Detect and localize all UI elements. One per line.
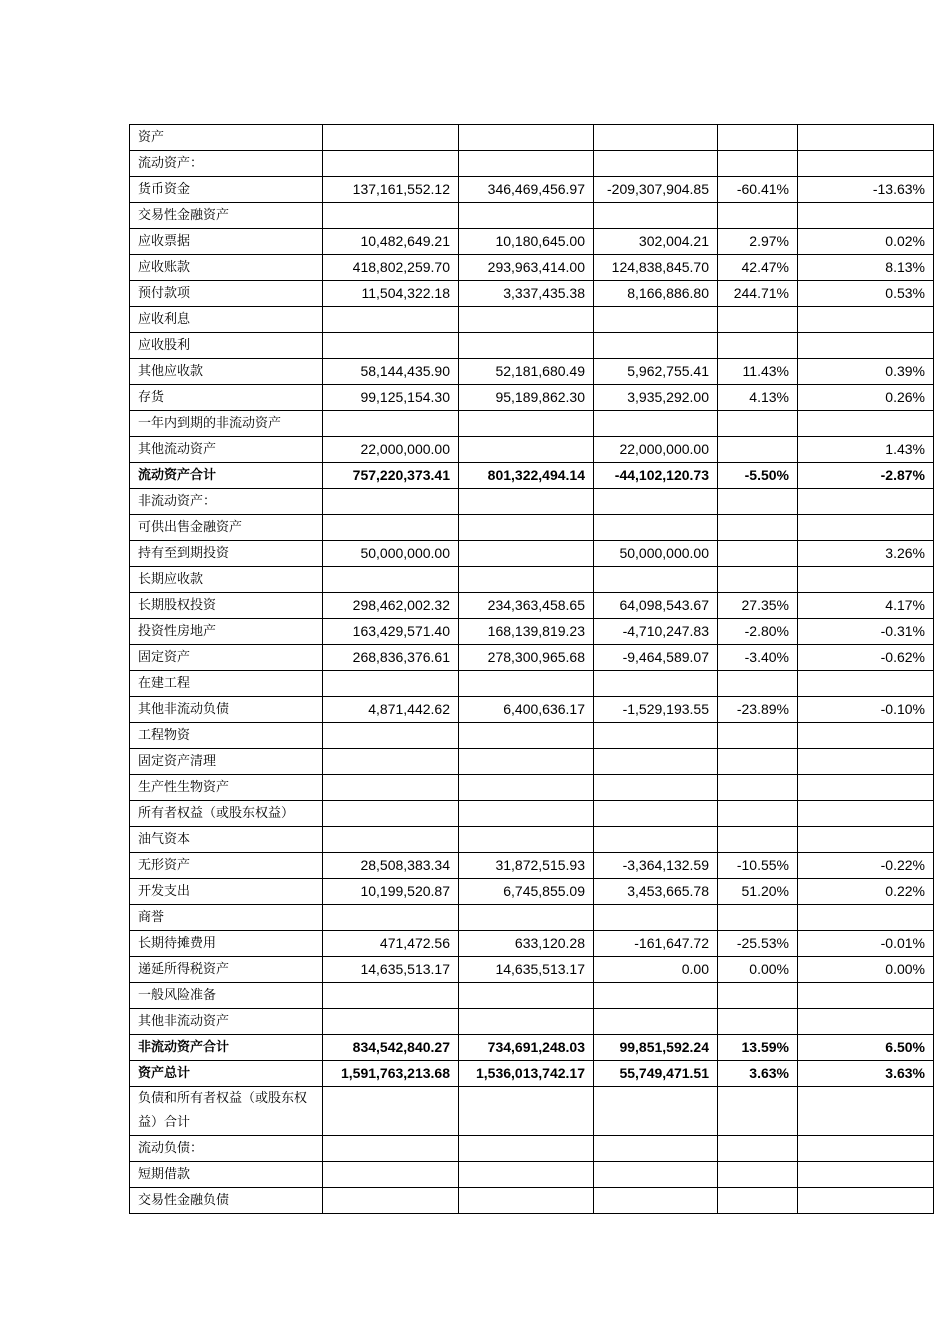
row-label: 货币资金 bbox=[130, 177, 323, 203]
current-period-cell bbox=[323, 749, 459, 775]
current-period-cell: 471,472.56 bbox=[323, 931, 459, 957]
change-amount-cell bbox=[594, 515, 718, 541]
share-of-total-cell bbox=[798, 723, 934, 749]
change-amount-cell bbox=[594, 203, 718, 229]
change-amount-cell bbox=[594, 1136, 718, 1162]
table-row bbox=[130, 723, 934, 749]
change-rate-cell: 27.35% bbox=[718, 593, 798, 619]
change-rate-cell bbox=[718, 1087, 798, 1136]
prior-period-cell: 6,400,636.17 bbox=[459, 697, 594, 723]
share-of-total-cell: 8.13% bbox=[798, 255, 934, 281]
current-period-cell bbox=[323, 125, 459, 151]
share-of-total-cell: 4.17% bbox=[798, 593, 934, 619]
table-row bbox=[130, 1061, 934, 1087]
change-amount-cell bbox=[594, 905, 718, 931]
table-row bbox=[130, 619, 934, 645]
prior-period-cell bbox=[459, 1136, 594, 1162]
prior-period-cell: 234,363,458.65 bbox=[459, 593, 594, 619]
current-period-cell bbox=[323, 489, 459, 515]
current-period-cell bbox=[323, 671, 459, 697]
change-amount-cell: 3,453,665.78 bbox=[594, 879, 718, 905]
share-of-total-cell: -0.10% bbox=[798, 697, 934, 723]
prior-period-cell: 31,872,515.93 bbox=[459, 853, 594, 879]
change-rate-cell bbox=[718, 411, 798, 437]
share-of-total-cell: -13.63% bbox=[798, 177, 934, 203]
change-rate-cell: 13.59% bbox=[718, 1035, 798, 1061]
change-rate-cell bbox=[718, 151, 798, 177]
change-amount-cell: 55,749,471.51 bbox=[594, 1061, 718, 1087]
row-label: 应收票据 bbox=[130, 229, 323, 255]
share-of-total-cell bbox=[798, 983, 934, 1009]
table-row bbox=[130, 567, 934, 593]
change-rate-cell: 2.97% bbox=[718, 229, 798, 255]
row-label: 递延所得税资产 bbox=[130, 957, 323, 983]
prior-period-cell: 52,181,680.49 bbox=[459, 359, 594, 385]
row-label: 无形资产 bbox=[130, 853, 323, 879]
current-period-cell bbox=[323, 515, 459, 541]
prior-period-cell bbox=[459, 411, 594, 437]
current-period-cell: 163,429,571.40 bbox=[323, 619, 459, 645]
row-label: 短期借款 bbox=[130, 1162, 323, 1188]
table-row bbox=[130, 281, 934, 307]
change-amount-cell: 3,935,292.00 bbox=[594, 385, 718, 411]
row-label: 开发支出 bbox=[130, 879, 323, 905]
prior-period-cell bbox=[459, 437, 594, 463]
change-rate-cell bbox=[718, 437, 798, 463]
row-label: 所有者权益（或股东权益） bbox=[130, 801, 323, 827]
change-amount-cell: 99,851,592.24 bbox=[594, 1035, 718, 1061]
current-period-cell bbox=[323, 307, 459, 333]
change-rate-cell: 4.13% bbox=[718, 385, 798, 411]
change-amount-cell bbox=[594, 801, 718, 827]
change-amount-cell: 124,838,845.70 bbox=[594, 255, 718, 281]
change-amount-cell: 0.00 bbox=[594, 957, 718, 983]
share-of-total-cell: 3.63% bbox=[798, 1061, 934, 1087]
share-of-total-cell bbox=[798, 1009, 934, 1035]
prior-period-cell: 6,745,855.09 bbox=[459, 879, 594, 905]
change-rate-cell bbox=[718, 541, 798, 567]
row-label: 流动负债： bbox=[130, 1136, 323, 1162]
change-amount-cell bbox=[594, 1087, 718, 1136]
change-amount-cell: 50,000,000.00 bbox=[594, 541, 718, 567]
change-amount-cell bbox=[594, 567, 718, 593]
prior-period-cell bbox=[459, 827, 594, 853]
share-of-total-cell: 3.26% bbox=[798, 541, 934, 567]
row-label: 一年内到期的非流动资产 bbox=[130, 411, 323, 437]
change-rate-cell bbox=[718, 1009, 798, 1035]
current-period-cell bbox=[323, 1188, 459, 1214]
change-rate-cell bbox=[718, 723, 798, 749]
change-amount-cell: 8,166,886.80 bbox=[594, 281, 718, 307]
current-period-cell bbox=[323, 411, 459, 437]
table-row bbox=[130, 1009, 934, 1035]
change-rate-cell bbox=[718, 1188, 798, 1214]
table-row bbox=[130, 541, 934, 567]
prior-period-cell bbox=[459, 723, 594, 749]
current-period-cell: 22,000,000.00 bbox=[323, 437, 459, 463]
table-row bbox=[130, 229, 934, 255]
row-label: 交易性金融负债 bbox=[130, 1188, 323, 1214]
table-row bbox=[130, 385, 934, 411]
share-of-total-cell bbox=[798, 775, 934, 801]
change-amount-cell bbox=[594, 307, 718, 333]
prior-period-cell: 734,691,248.03 bbox=[459, 1035, 594, 1061]
table-row bbox=[130, 957, 934, 983]
table-row bbox=[130, 983, 934, 1009]
row-label: 流动资产： bbox=[130, 151, 323, 177]
change-rate-cell bbox=[718, 567, 798, 593]
prior-period-cell bbox=[459, 671, 594, 697]
change-amount-cell bbox=[594, 749, 718, 775]
prior-period-cell bbox=[459, 1162, 594, 1188]
share-of-total-cell: 0.26% bbox=[798, 385, 934, 411]
prior-period-cell bbox=[459, 333, 594, 359]
row-label: 在建工程 bbox=[130, 671, 323, 697]
change-amount-cell bbox=[594, 1162, 718, 1188]
change-amount-cell: -209,307,904.85 bbox=[594, 177, 718, 203]
prior-period-cell: 10,180,645.00 bbox=[459, 229, 594, 255]
prior-period-cell bbox=[459, 749, 594, 775]
table-row bbox=[130, 255, 934, 281]
prior-period-cell bbox=[459, 905, 594, 931]
change-rate-cell: -3.40% bbox=[718, 645, 798, 671]
current-period-cell bbox=[323, 1009, 459, 1035]
current-period-cell: 10,482,649.21 bbox=[323, 229, 459, 255]
change-rate-cell bbox=[718, 333, 798, 359]
table-row bbox=[130, 203, 934, 229]
change-rate-cell bbox=[718, 489, 798, 515]
current-period-cell bbox=[323, 775, 459, 801]
table-row bbox=[130, 1188, 934, 1214]
share-of-total-cell bbox=[798, 1162, 934, 1188]
share-of-total-cell bbox=[798, 307, 934, 333]
change-amount-cell bbox=[594, 1009, 718, 1035]
table-row bbox=[130, 1136, 934, 1162]
row-label: 投资性房地产 bbox=[130, 619, 323, 645]
share-of-total-cell bbox=[798, 1087, 934, 1136]
change-rate-cell bbox=[718, 203, 798, 229]
row-label: 固定资产清理 bbox=[130, 749, 323, 775]
current-period-cell: 137,161,552.12 bbox=[323, 177, 459, 203]
table-row bbox=[130, 151, 934, 177]
row-label: 负债和所有者权益（或股东权益）合计 bbox=[130, 1087, 323, 1136]
share-of-total-cell: 0.39% bbox=[798, 359, 934, 385]
prior-period-cell: 1,536,013,742.17 bbox=[459, 1061, 594, 1087]
prior-period-cell bbox=[459, 203, 594, 229]
current-period-cell: 99,125,154.30 bbox=[323, 385, 459, 411]
prior-period-cell: 95,189,862.30 bbox=[459, 385, 594, 411]
current-period-cell bbox=[323, 1136, 459, 1162]
share-of-total-cell bbox=[798, 567, 934, 593]
table-row bbox=[130, 671, 934, 697]
row-label: 一般风险准备 bbox=[130, 983, 323, 1009]
table-row bbox=[130, 411, 934, 437]
change-amount-cell: 22,000,000.00 bbox=[594, 437, 718, 463]
prior-period-cell bbox=[459, 983, 594, 1009]
table-row bbox=[130, 125, 934, 151]
current-period-cell: 50,000,000.00 bbox=[323, 541, 459, 567]
current-period-cell bbox=[323, 801, 459, 827]
share-of-total-cell: -0.22% bbox=[798, 853, 934, 879]
row-label: 非流动资产： bbox=[130, 489, 323, 515]
table-row bbox=[130, 749, 934, 775]
change-amount-cell: 302,004.21 bbox=[594, 229, 718, 255]
current-period-cell bbox=[323, 203, 459, 229]
table-row bbox=[130, 437, 934, 463]
share-of-total-cell bbox=[798, 801, 934, 827]
table-row bbox=[130, 645, 934, 671]
change-rate-cell bbox=[718, 671, 798, 697]
share-of-total-cell: 0.22% bbox=[798, 879, 934, 905]
change-rate-cell bbox=[718, 827, 798, 853]
change-amount-cell bbox=[594, 983, 718, 1009]
row-label: 交易性金融资产 bbox=[130, 203, 323, 229]
change-rate-cell: -2.80% bbox=[718, 619, 798, 645]
table-row bbox=[130, 593, 934, 619]
table-row bbox=[130, 177, 934, 203]
table-row bbox=[130, 905, 934, 931]
change-rate-cell bbox=[718, 983, 798, 1009]
current-period-cell: 418,802,259.70 bbox=[323, 255, 459, 281]
change-rate-cell: 244.71% bbox=[718, 281, 798, 307]
share-of-total-cell bbox=[798, 411, 934, 437]
change-rate-cell: -25.53% bbox=[718, 931, 798, 957]
row-label: 非流动资产合计 bbox=[130, 1035, 323, 1061]
change-amount-cell: -9,464,589.07 bbox=[594, 645, 718, 671]
share-of-total-cell bbox=[798, 905, 934, 931]
share-of-total-cell: -0.31% bbox=[798, 619, 934, 645]
change-amount-cell bbox=[594, 151, 718, 177]
change-amount-cell bbox=[594, 723, 718, 749]
table-row bbox=[130, 775, 934, 801]
prior-period-cell: 346,469,456.97 bbox=[459, 177, 594, 203]
table-row bbox=[130, 697, 934, 723]
row-label: 长期待摊费用 bbox=[130, 931, 323, 957]
change-rate-cell bbox=[718, 905, 798, 931]
change-amount-cell bbox=[594, 333, 718, 359]
share-of-total-cell bbox=[798, 125, 934, 151]
share-of-total-cell: 0.00% bbox=[798, 957, 934, 983]
share-of-total-cell bbox=[798, 827, 934, 853]
share-of-total-cell: 6.50% bbox=[798, 1035, 934, 1061]
row-label: 应收股利 bbox=[130, 333, 323, 359]
share-of-total-cell: -0.62% bbox=[798, 645, 934, 671]
share-of-total-cell bbox=[798, 489, 934, 515]
current-period-cell bbox=[323, 1162, 459, 1188]
share-of-total-cell: 1.43% bbox=[798, 437, 934, 463]
prior-period-cell bbox=[459, 151, 594, 177]
share-of-total-cell bbox=[798, 1188, 934, 1214]
prior-period-cell bbox=[459, 1009, 594, 1035]
prior-period-cell: 801,322,494.14 bbox=[459, 463, 594, 489]
prior-period-cell: 633,120.28 bbox=[459, 931, 594, 957]
change-amount-cell bbox=[594, 671, 718, 697]
change-amount-cell: -44,102,120.73 bbox=[594, 463, 718, 489]
row-label: 其他非流动资产 bbox=[130, 1009, 323, 1035]
share-of-total-cell bbox=[798, 151, 934, 177]
change-amount-cell: -161,647.72 bbox=[594, 931, 718, 957]
row-label: 油气资本 bbox=[130, 827, 323, 853]
prior-period-cell bbox=[459, 307, 594, 333]
current-period-cell bbox=[323, 1087, 459, 1136]
change-amount-cell bbox=[594, 489, 718, 515]
change-rate-cell bbox=[718, 307, 798, 333]
current-period-cell: 4,871,442.62 bbox=[323, 697, 459, 723]
share-of-total-cell: -2.87% bbox=[798, 463, 934, 489]
change-amount-cell: -3,364,132.59 bbox=[594, 853, 718, 879]
current-period-cell: 298,462,002.32 bbox=[323, 593, 459, 619]
change-amount-cell bbox=[594, 827, 718, 853]
change-amount-cell: 5,962,755.41 bbox=[594, 359, 718, 385]
change-rate-cell bbox=[718, 125, 798, 151]
prior-period-cell bbox=[459, 1188, 594, 1214]
change-rate-cell bbox=[718, 775, 798, 801]
prior-period-cell: 293,963,414.00 bbox=[459, 255, 594, 281]
share-of-total-cell bbox=[798, 671, 934, 697]
current-period-cell bbox=[323, 827, 459, 853]
table-row bbox=[130, 853, 934, 879]
share-of-total-cell: 0.53% bbox=[798, 281, 934, 307]
prior-period-cell bbox=[459, 489, 594, 515]
change-amount-cell: -1,529,193.55 bbox=[594, 697, 718, 723]
change-rate-cell: -10.55% bbox=[718, 853, 798, 879]
current-period-cell bbox=[323, 151, 459, 177]
current-period-cell: 1,591,763,213.68 bbox=[323, 1061, 459, 1087]
change-rate-cell: 0.00% bbox=[718, 957, 798, 983]
share-of-total-cell bbox=[798, 749, 934, 775]
change-rate-cell: 11.43% bbox=[718, 359, 798, 385]
change-rate-cell bbox=[718, 515, 798, 541]
table-row bbox=[130, 1087, 934, 1136]
change-amount-cell: -4,710,247.83 bbox=[594, 619, 718, 645]
prior-period-cell: 278,300,965.68 bbox=[459, 645, 594, 671]
current-period-cell: 14,635,513.17 bbox=[323, 957, 459, 983]
row-label: 长期股权投资 bbox=[130, 593, 323, 619]
change-rate-cell: 3.63% bbox=[718, 1061, 798, 1087]
prior-period-cell: 3,337,435.38 bbox=[459, 281, 594, 307]
table-row bbox=[130, 333, 934, 359]
current-period-cell bbox=[323, 905, 459, 931]
current-period-cell: 10,199,520.87 bbox=[323, 879, 459, 905]
current-period-cell: 11,504,322.18 bbox=[323, 281, 459, 307]
row-label: 流动资产合计 bbox=[130, 463, 323, 489]
current-period-cell: 757,220,373.41 bbox=[323, 463, 459, 489]
current-period-cell: 58,144,435.90 bbox=[323, 359, 459, 385]
current-period-cell bbox=[323, 983, 459, 1009]
row-label: 预付款项 bbox=[130, 281, 323, 307]
prior-period-cell bbox=[459, 1087, 594, 1136]
balance-sheet-table bbox=[129, 124, 934, 1214]
row-label: 存货 bbox=[130, 385, 323, 411]
table-row bbox=[130, 931, 934, 957]
change-amount-cell bbox=[594, 411, 718, 437]
change-rate-cell bbox=[718, 1136, 798, 1162]
table-row bbox=[130, 489, 934, 515]
share-of-total-cell: -0.01% bbox=[798, 931, 934, 957]
row-label: 资产 bbox=[130, 125, 323, 151]
row-label: 持有至到期投资 bbox=[130, 541, 323, 567]
current-period-cell bbox=[323, 333, 459, 359]
balance-sheet-body bbox=[130, 125, 934, 1214]
current-period-cell: 268,836,376.61 bbox=[323, 645, 459, 671]
change-amount-cell: 64,098,543.67 bbox=[594, 593, 718, 619]
share-of-total-cell bbox=[798, 333, 934, 359]
row-label: 长期应收款 bbox=[130, 567, 323, 593]
change-rate-cell bbox=[718, 801, 798, 827]
change-amount-cell bbox=[594, 1188, 718, 1214]
change-rate-cell: 42.47% bbox=[718, 255, 798, 281]
change-rate-cell bbox=[718, 1162, 798, 1188]
prior-period-cell bbox=[459, 567, 594, 593]
table-row bbox=[130, 307, 934, 333]
row-label: 应收账款 bbox=[130, 255, 323, 281]
table-row bbox=[130, 515, 934, 541]
row-label: 可供出售金融资产 bbox=[130, 515, 323, 541]
change-rate-cell: -5.50% bbox=[718, 463, 798, 489]
prior-period-cell: 168,139,819.23 bbox=[459, 619, 594, 645]
row-label: 其他流动资产 bbox=[130, 437, 323, 463]
row-label: 商誉 bbox=[130, 905, 323, 931]
row-label: 生产性生物资产 bbox=[130, 775, 323, 801]
table-row bbox=[130, 801, 934, 827]
current-period-cell bbox=[323, 723, 459, 749]
prior-period-cell: 14,635,513.17 bbox=[459, 957, 594, 983]
prior-period-cell bbox=[459, 515, 594, 541]
share-of-total-cell bbox=[798, 515, 934, 541]
current-period-cell bbox=[323, 567, 459, 593]
prior-period-cell bbox=[459, 541, 594, 567]
share-of-total-cell bbox=[798, 203, 934, 229]
prior-period-cell bbox=[459, 801, 594, 827]
row-label: 其他应收款 bbox=[130, 359, 323, 385]
change-amount-cell bbox=[594, 125, 718, 151]
row-label: 应收利息 bbox=[130, 307, 323, 333]
prior-period-cell bbox=[459, 125, 594, 151]
table-row bbox=[130, 1035, 934, 1061]
table-row bbox=[130, 463, 934, 489]
current-period-cell: 28,508,383.34 bbox=[323, 853, 459, 879]
change-rate-cell: -60.41% bbox=[718, 177, 798, 203]
change-rate-cell: 51.20% bbox=[718, 879, 798, 905]
table-row bbox=[130, 827, 934, 853]
share-of-total-cell bbox=[798, 1136, 934, 1162]
table-row bbox=[130, 879, 934, 905]
change-rate-cell bbox=[718, 749, 798, 775]
prior-period-cell bbox=[459, 775, 594, 801]
current-period-cell: 834,542,840.27 bbox=[323, 1035, 459, 1061]
row-label: 资产总计 bbox=[130, 1061, 323, 1087]
change-amount-cell bbox=[594, 775, 718, 801]
row-label: 工程物资 bbox=[130, 723, 323, 749]
table-row bbox=[130, 1162, 934, 1188]
share-of-total-cell: 0.02% bbox=[798, 229, 934, 255]
row-label: 其他非流动负债 bbox=[130, 697, 323, 723]
row-label: 固定资产 bbox=[130, 645, 323, 671]
change-rate-cell: -23.89% bbox=[718, 697, 798, 723]
table-row bbox=[130, 359, 934, 385]
